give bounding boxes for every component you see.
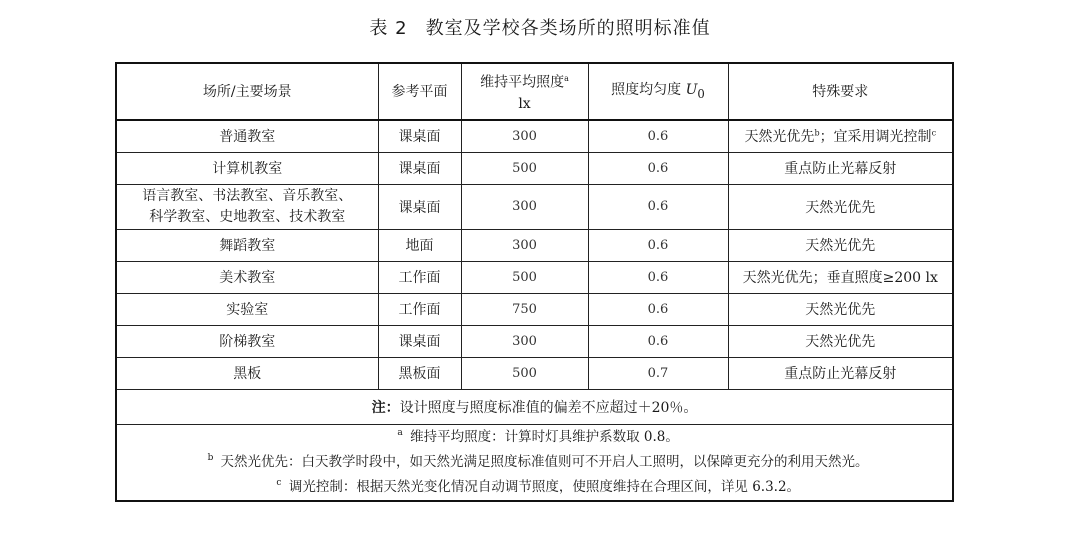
table-row [116, 325, 953, 357]
cell-special-text: 天然光优先 [744, 129, 815, 146]
header-uniformity [588, 63, 728, 120]
footnote-text: 天然光优先：白天教学时段中，如天然光满足照度标准值则可不开启人工照明，以保障更充分的利用天然光。 [220, 453, 869, 470]
cell-plane: 黑板面 [378, 357, 461, 389]
footnotes [116, 424, 953, 501]
footnote-text: 调光控制：根据天然光变化情况自动调节照度，使照度维持在合理区间，详见 6.3.2。 [288, 478, 801, 495]
cell-special: 重点防止光幕反射 [728, 152, 953, 184]
table-row [116, 120, 953, 152]
cell-uniformity: 0.6 [588, 120, 728, 152]
cell-special-text-2: ；宜采用调光控制 [819, 129, 932, 146]
cell-plane: 工作面 [378, 261, 461, 293]
footnote-text: 维持平均照度：计算时灯具维护系数取 0.8。 [410, 428, 679, 445]
cell-lux: 500 [461, 357, 588, 389]
table-number: 表 2 [369, 18, 408, 39]
table-row [116, 357, 953, 389]
note-label: 注： [371, 399, 400, 416]
header-uniformity-sub: 0 [697, 86, 705, 101]
footnote [117, 425, 952, 450]
cell-uniformity: 0.6 [588, 184, 728, 229]
table-note [116, 389, 953, 424]
cell-place [116, 184, 378, 229]
lighting-standards-table [115, 62, 954, 502]
header-lux [461, 63, 588, 120]
cell-place-line2: 科学教室、史地教室、技术教室 [149, 208, 346, 225]
footnote-ref-c: c [931, 128, 937, 138]
cell-lux: 300 [461, 184, 588, 229]
cell-place-line1: 语言教室、书法教室、音乐教室、 [142, 187, 353, 204]
cell-uniformity: 0.6 [588, 152, 728, 184]
note-row [116, 389, 953, 424]
cell-plane: 工作面 [378, 293, 461, 325]
cell-special: 天然光优先 [728, 325, 953, 357]
footnote-ref-a: a [564, 73, 569, 83]
cell-uniformity: 0.6 [588, 293, 728, 325]
cell-place: 阶梯教室 [116, 325, 378, 357]
cell-uniformity: 0.6 [588, 229, 728, 261]
cell-uniformity: 0.6 [588, 325, 728, 357]
note-text: 设计照度与照度标准值的偏差不应超过＋20％。 [399, 399, 698, 416]
header-place: 场所/主要场景 [116, 63, 378, 120]
cell-place: 实验室 [116, 293, 378, 325]
cell-lux: 500 [461, 152, 588, 184]
cell-lux: 300 [461, 229, 588, 261]
cell-place: 美术教室 [116, 261, 378, 293]
cell-plane: 地面 [378, 229, 461, 261]
header-special: 特殊要求 [728, 63, 953, 120]
footnote-mark: a [397, 427, 403, 438]
cell-lux: 750 [461, 293, 588, 325]
footnote [117, 475, 952, 500]
cell-place: 黑板 [116, 357, 378, 389]
header-row [116, 63, 953, 120]
table-row [116, 293, 953, 325]
footnote [117, 450, 952, 475]
cell-plane: 课桌面 [378, 325, 461, 357]
table-row [116, 229, 953, 261]
table-caption: 教室及学校各类场所的照明标准值 [425, 18, 711, 39]
cell-special: 重点防止光幕反射 [728, 357, 953, 389]
header-plane: 参考平面 [378, 63, 461, 120]
cell-lux: 300 [461, 325, 588, 357]
cell-uniformity: 0.7 [588, 357, 728, 389]
header-uniformity-symbol: U [685, 81, 698, 98]
table-row [116, 152, 953, 184]
header-lux-label: 维持平均照度 [480, 74, 565, 91]
header-uniformity-label: 照度均匀度 [611, 81, 686, 98]
table-row [116, 261, 953, 293]
footnote-mark: c [276, 477, 282, 488]
table-title [0, 14, 1080, 40]
cell-lux: 300 [461, 120, 588, 152]
cell-special: 天然光优先 [728, 293, 953, 325]
cell-plane: 课桌面 [378, 184, 461, 229]
footnote-ref-b: b [814, 128, 820, 138]
table-row [116, 184, 953, 229]
cell-special: 天然光优先 [728, 184, 953, 229]
cell-place: 舞蹈教室 [116, 229, 378, 261]
cell-special [728, 120, 953, 152]
cell-lux: 500 [461, 261, 588, 293]
cell-place: 普通教室 [116, 120, 378, 152]
cell-place: 计算机教室 [116, 152, 378, 184]
cell-plane: 课桌面 [378, 152, 461, 184]
cell-special: 天然光优先 [728, 229, 953, 261]
header-lux-unit: lx [518, 96, 531, 113]
cell-plane: 课桌面 [378, 120, 461, 152]
cell-uniformity: 0.6 [588, 261, 728, 293]
cell-special: 天然光优先；垂直照度≥200 lx [728, 261, 953, 293]
footnote-mark: b [207, 452, 214, 463]
footnotes-row [116, 424, 953, 501]
